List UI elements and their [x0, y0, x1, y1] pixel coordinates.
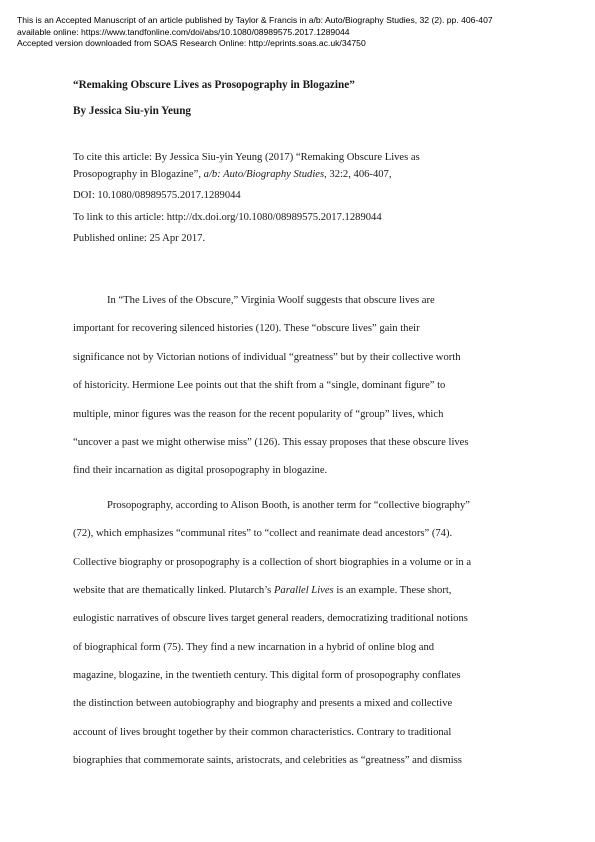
- text-span: is an example. These short,: [333, 584, 452, 596]
- text-line: Prosopography, according to Alison Booth, is another term for “collective biography”: [107, 499, 470, 511]
- text-line: biographies that commemorate saints, aristocrats, and celebrities as “greatness” and dismiss: [73, 755, 462, 767]
- text-span: website that are thematically linked. Plutarch’s: [73, 584, 274, 596]
- citation-line: [73, 167, 533, 184]
- article-title: “Remaking Obscure Lives as Prosopography in Blogazine”: [73, 79, 355, 91]
- body-text: [73, 291, 528, 780]
- text-line: significance not by Victorian notions of individual “greatness” but by their collective worth: [73, 351, 461, 363]
- text-line: eulogistic narratives of obscure lives target general readers, democratizing traditional notions: [73, 613, 468, 625]
- text-line: “uncover a past we might otherwise miss” (126). This essay proposes that these obscure lives: [73, 436, 469, 448]
- notice-line: available online: https://www.tandfonline.com/doi/abs/10.1080/08989575.2017.1289044: [17, 26, 350, 37]
- notice-line: This is an Accepted Manuscript of an article published by Taylor & Francis in a/b: Auto/Biography Studies, 32 (2). pp. 406-407: [17, 15, 493, 25]
- published-date-line: Published online: 25 Apr 2017.: [73, 233, 206, 244]
- text-line: (72), which emphasizes “communal rites” to “collect and reanimate dead ancestors” (74).: [73, 528, 453, 540]
- journal-name: a/b: Auto/Biography Studies: [203, 168, 325, 180]
- paragraph-2: [73, 496, 528, 780]
- text-line: multiple, minor figures was the reason for the recent popularity of “group” lives, which: [73, 408, 444, 420]
- article-link-line: To link to this article: http://dx.doi.org/10.1080/08989575.2017.1289044: [73, 211, 382, 223]
- text-line: the distinction between autobiography and biography and presents a mixed and collective: [73, 698, 453, 710]
- text-line: of biographical form (75). They find a new incarnation in a hybrid of online blog and: [73, 641, 435, 653]
- article-author: By Jessica Siu-yin Yeung: [73, 105, 192, 117]
- notice-line: Accepted version downloaded from SOAS Research Online: http://eprints.soas.ac.uk/34750: [17, 38, 366, 49]
- citation-text: Prosopography in Blogazine”,: [73, 168, 204, 180]
- citation-line: To cite this article: By Jessica Siu-yin Yeung (2017) “Remaking Obscure Lives as: [73, 152, 420, 163]
- paragraph-1: [73, 291, 528, 490]
- article-header: [73, 78, 533, 119]
- text-line: of historicity. Hermione Lee points out that the shift from a “single, dominant figure” to: [73, 380, 446, 392]
- text-line: [73, 581, 528, 609]
- book-title: Parallel Lives: [273, 584, 334, 596]
- text-line: In “The Lives of the Obscure,” Virginia Woolf suggests that obscure lives are: [107, 295, 435, 306]
- citation-block: [73, 150, 533, 248]
- repository-notice: [17, 15, 587, 50]
- text-line: account of lives brought together by their common characteristics. Contrary to traditional: [73, 726, 452, 738]
- doi-line: DOI: 10.1080/08989575.2017.1289044: [73, 190, 241, 201]
- text-line: find their incarnation as digital prosopography in blogazine.: [73, 465, 328, 477]
- text-line: important for recovering silenced histories (120). These “obscure lives” gain their: [73, 323, 420, 335]
- text-line: Collective biography or prosopography is a collection of short biographies in a volume or in a: [73, 556, 472, 568]
- text-line: magazine, blogazine, in the twentieth century. This digital form of prosopography conflates: [73, 670, 461, 682]
- citation-text: , 32:2, 406-407,: [324, 168, 392, 180]
